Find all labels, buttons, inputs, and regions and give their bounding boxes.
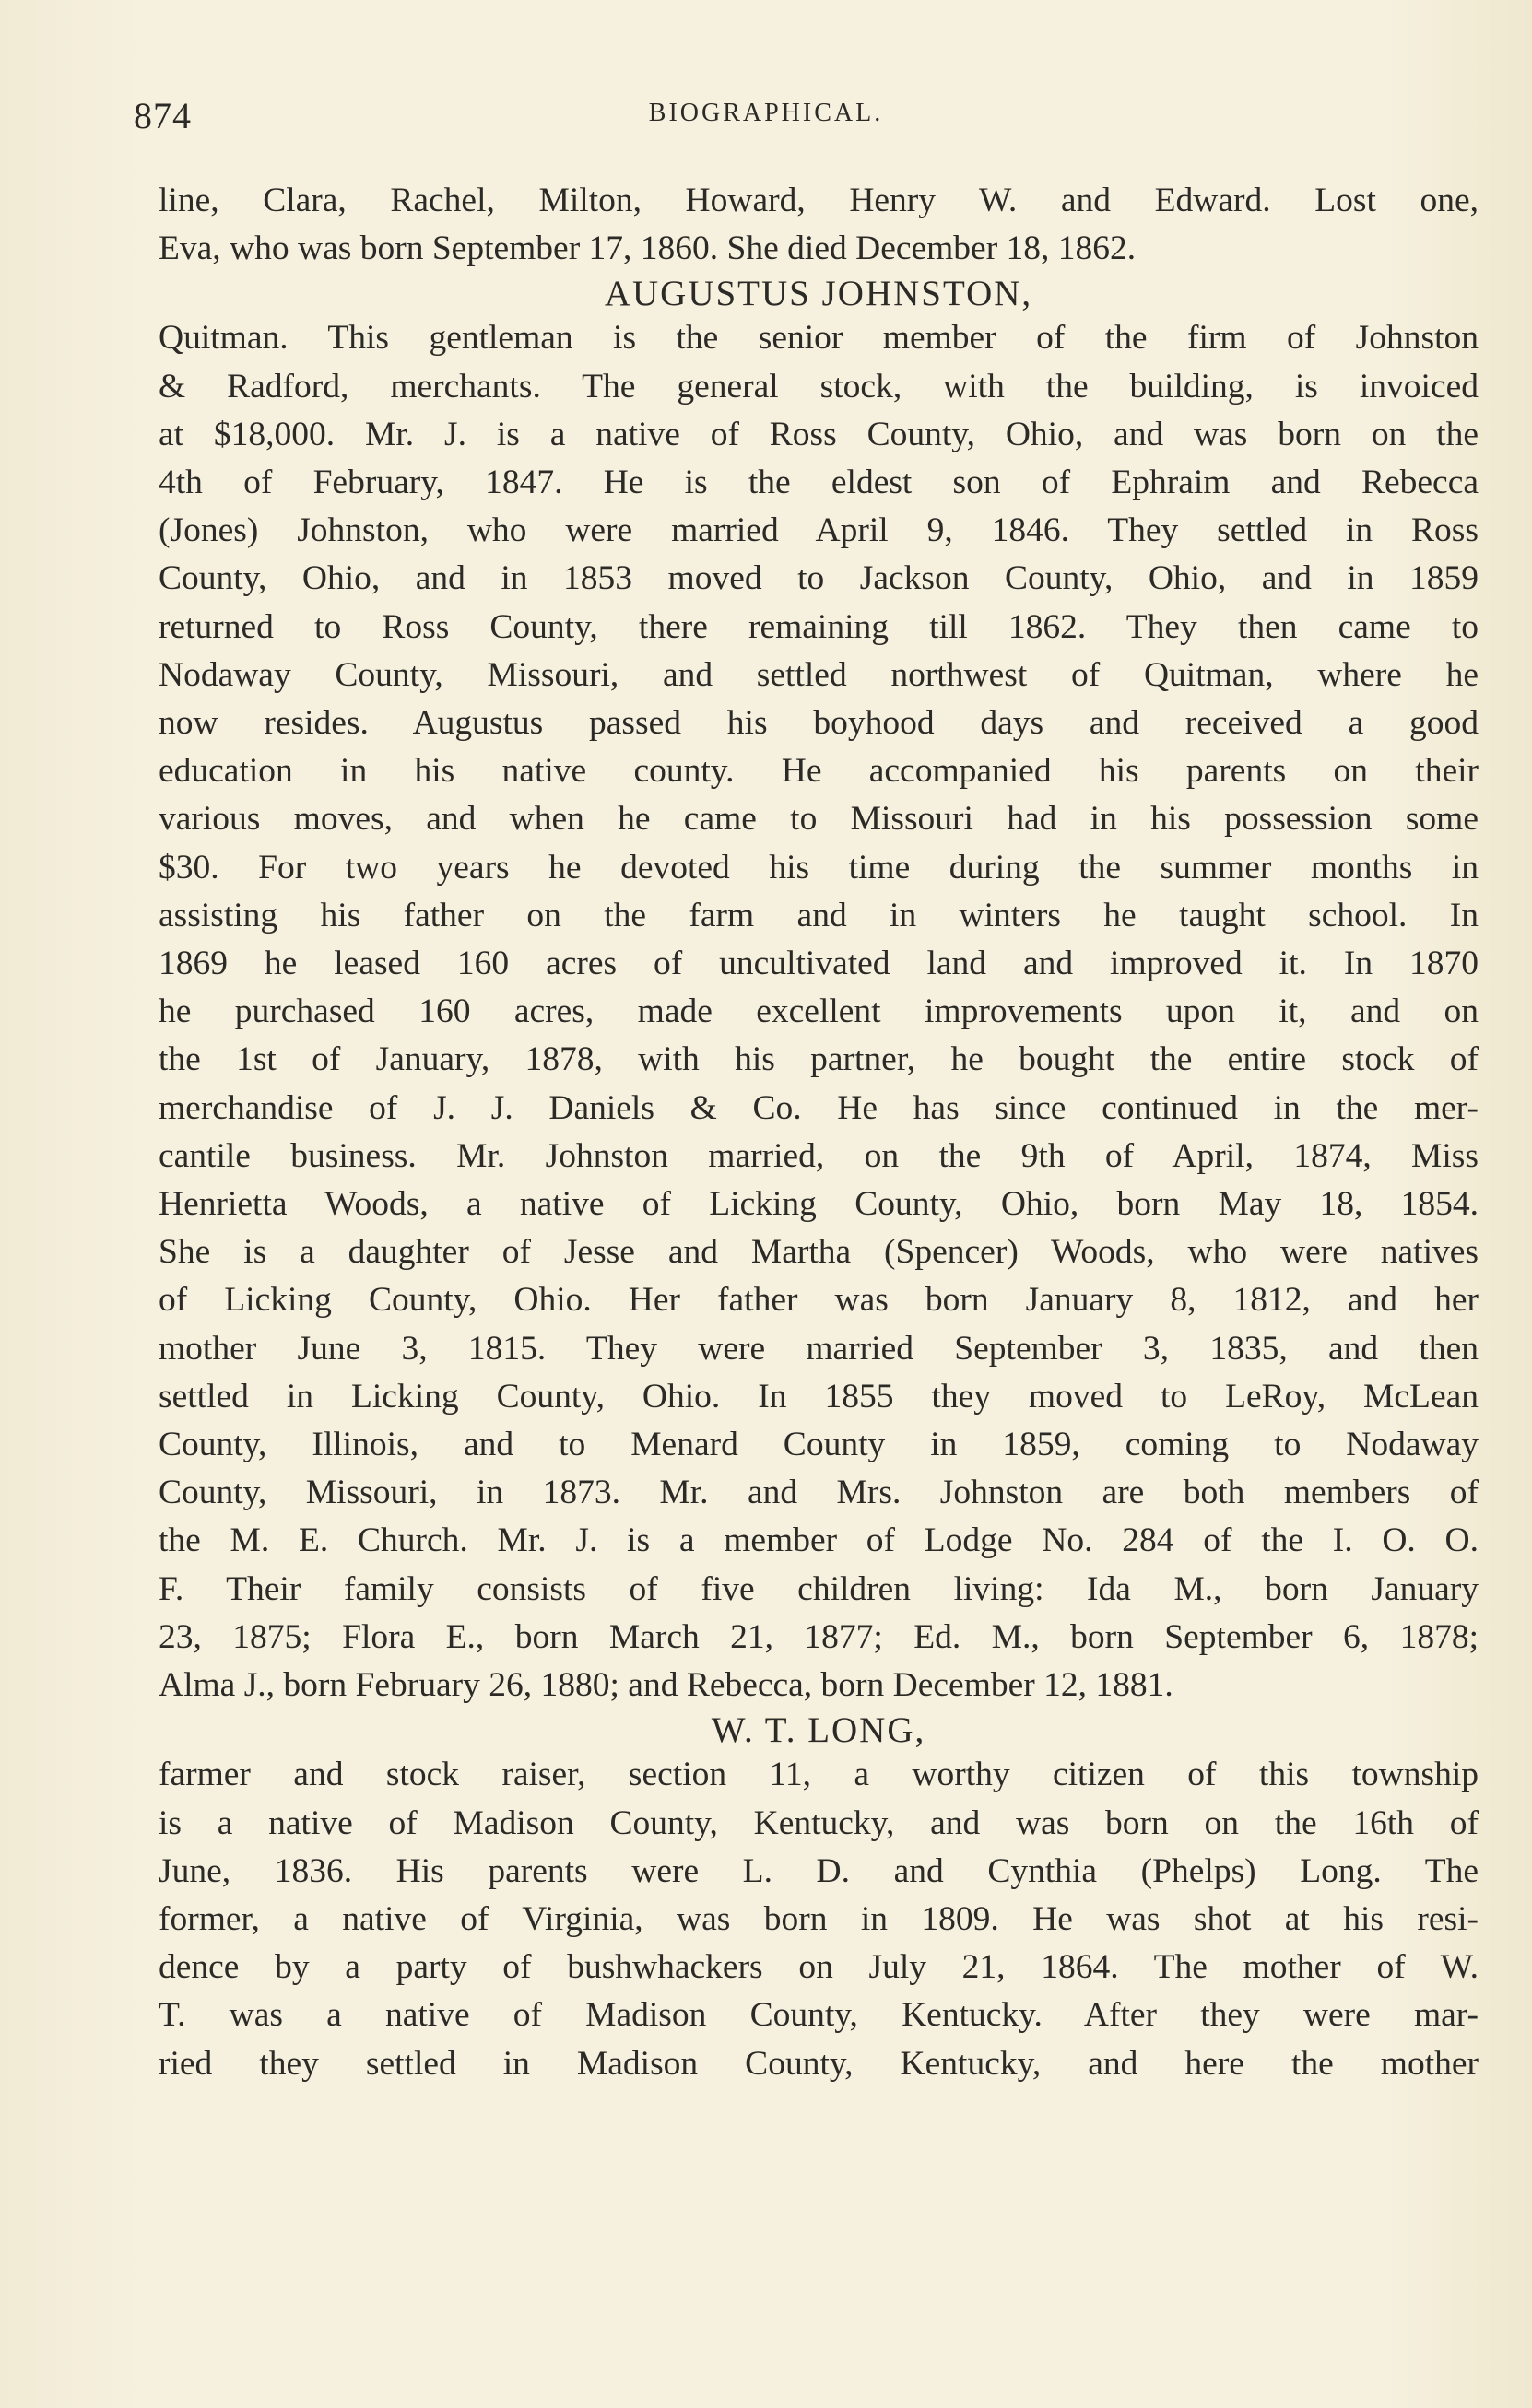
page-body (159, 177, 1479, 2088)
text-line: dence by a party of bushwhackers on July 21, 1864. The mother of W. (159, 1948, 1479, 1987)
text-line: merchandise of J. J. Daniels & Co. He has since continued in the mer- (159, 1088, 1479, 1127)
paragraph-augustus-johnston (159, 314, 1479, 1709)
intro-paragraph (159, 177, 1479, 273)
text-line: education in his native county. He accompanied his parents on their (159, 752, 1479, 791)
text-line: ried they settled in Madison County, Kentucky, and here the mother (159, 2044, 1479, 2083)
text-line: She is a daughter of Jesse and Martha (Spencer) Woods, who were natives (159, 1233, 1479, 1272)
text-line: Eva, who was born September 17, 1860. She died December 18, 1862. (159, 229, 1137, 268)
text-line: of Licking County, Ohio. Her father was born January 8, 1812, and her (159, 1281, 1479, 1320)
text-line: Henrietta Woods, a native of Licking County, Ohio, born May 18, 1854. (159, 1185, 1479, 1224)
text-line: County, Ohio, and in 1853 moved to Jackson County, Ohio, and in 1859 (159, 559, 1479, 598)
text-line: 1869 he leased 160 acres of uncultivated land and improved it. In 1870 (159, 945, 1479, 983)
text-line: June, 1836. His parents were L. D. and Cynthia (Phelps) Long. The (159, 1851, 1479, 1890)
text-line: mother June 3, 1815. They were married September 3, 1835, and then (159, 1329, 1479, 1368)
text-line: the M. E. Church. Mr. J. is a member of Lodge No. 284 of the I. O. O. (159, 1521, 1479, 1560)
page-number: 874 (134, 95, 192, 136)
text-line: line, Clara, Rachel, Milton, Howard, Henry W. and Edward. Lost one, (159, 182, 1479, 219)
text-line: returned to Ross County, there remaining till 1862. They then came to (159, 607, 1479, 646)
text-line: & Radford, merchants. The general stock, with the building, is invoiced (159, 367, 1479, 405)
text-line: he purchased 160 acres, made excellent improvements upon it, and on (159, 993, 1479, 1031)
text-line: Nodaway County, Missouri, and settled northwest of Quitman, where he (159, 655, 1479, 694)
text-line: T. was a native of Madison County, Kentucky. After they were mar- (159, 1996, 1479, 2035)
text-line: F. Their family consists of five children living: Ida M., born January (159, 1569, 1479, 1608)
section-heading-augustus-johnston: AUGUSTUS JOHNSTON, (604, 274, 1033, 314)
running-head: BIOGRAPHICAL. (648, 99, 884, 127)
text-line: former, a native of Virginia, was born in 1809. He was shot at his resi- (159, 1899, 1479, 1938)
text-line: $30. For two years he devoted his time during the summer months in (159, 848, 1479, 887)
text-line: Alma J., born February 26, 1880; and Rebecca, born December 12, 1881. (159, 1666, 1173, 1705)
text-line: the 1st of January, 1878, with his partner, he bought the entire stock of (159, 1040, 1479, 1079)
text-line: 4th of February, 1847. He is the eldest son of Ephraim and Rebecca (159, 464, 1479, 502)
text-line: cantile business. Mr. Johnston married, on the 9th of April, 1874, Miss (159, 1136, 1479, 1175)
text-line: various moves, and when he came to Missouri had in his possession some (159, 800, 1479, 839)
section-heading-w-t-long: W. T. LONG, (711, 1710, 926, 1751)
paragraph-w-t-long (159, 1751, 1479, 2087)
text-line: settled in Licking County, Ohio. In 1855 they moved to LeRoy, McLean (159, 1377, 1479, 1415)
text-line: now resides. Augustus passed his boyhood days and received a good (159, 704, 1479, 743)
text-line: is a native of Madison County, Kentucky, and was born on the 16th of (159, 1803, 1479, 1842)
text-line: assisting his father on the farm and in winters he taught school. In (159, 896, 1479, 934)
text-line: Quitman. This gentleman is the senior member of the firm of Johnston (159, 319, 1479, 358)
text-line: County, Illinois, and to Menard County in 1859, coming to Nodaway (159, 1426, 1479, 1464)
text-line: farmer and stock raiser, section 11, a worthy citizen of this township (159, 1756, 1479, 1794)
text-line: at $18,000. Mr. J. is a native of Ross County, Ohio, and was born on the (159, 415, 1479, 453)
text-line: 23, 1875; Flora E., born March 21, 1877; Ed. M., born September 6, 1878; (159, 1617, 1479, 1656)
text-line: County, Missouri, in 1873. Mr. and Mrs. Johnston are both members of (159, 1474, 1479, 1512)
text-line: (Jones) Johnston, who were married April 9, 1846. They settled in Ross (159, 511, 1479, 550)
